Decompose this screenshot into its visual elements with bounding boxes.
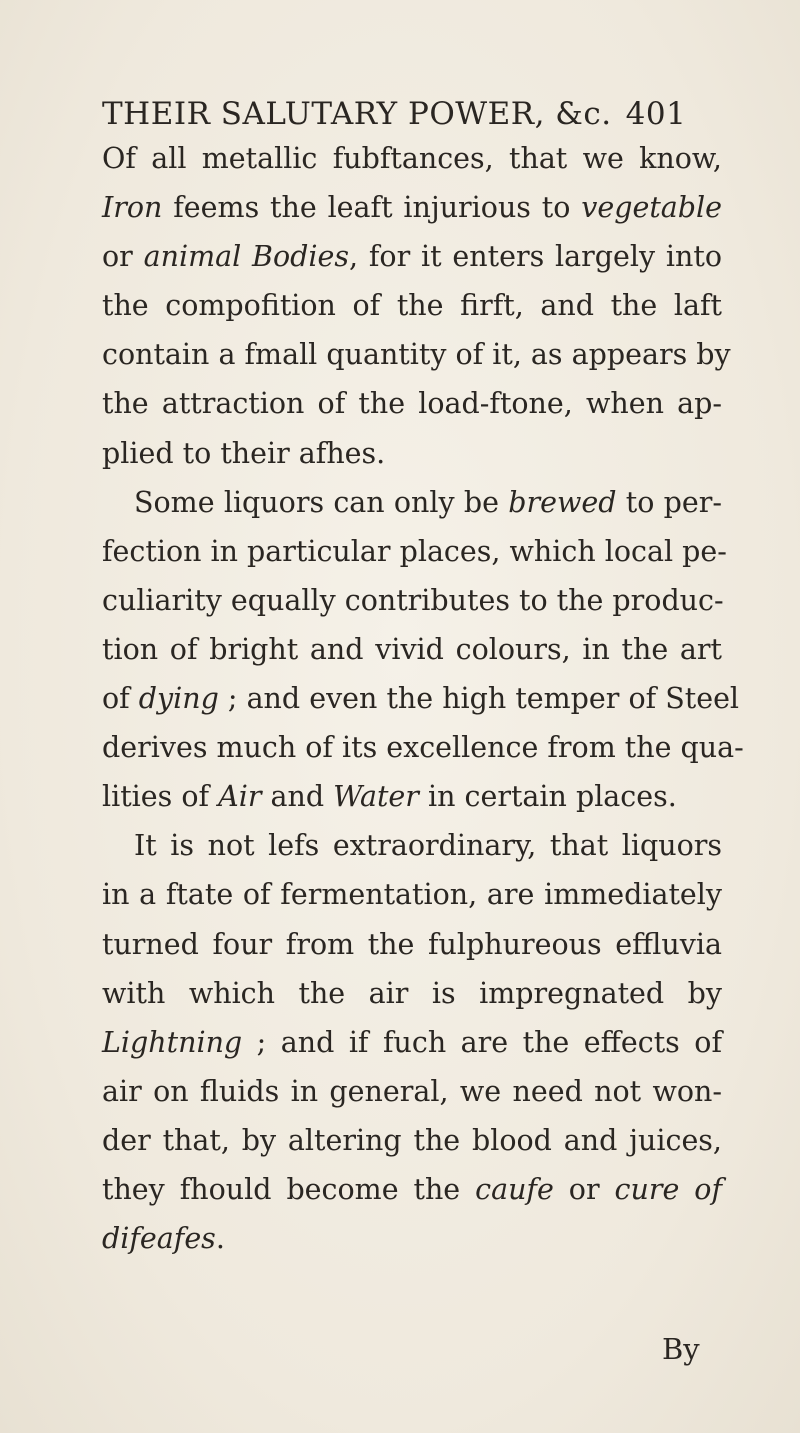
text-line: they fhould become the caufe or cure of <box>102 1172 722 1206</box>
text-line: Lightning ; and if fuch are the effects of <box>102 1025 722 1059</box>
text-line: der that, by altering the blood and juices, <box>102 1123 722 1157</box>
italic-text: brewed <box>508 485 617 519</box>
page-number: 401 <box>625 96 687 132</box>
italic-text: dying <box>138 682 219 716</box>
text-line: the compofition of the firft, and the laft <box>102 289 722 323</box>
text-line: fection in particular places, which local pe- <box>102 534 727 568</box>
text-line: of dying ; and even the high temper of Steel <box>102 682 740 716</box>
italic-text: Water <box>333 780 419 814</box>
catchword: By <box>662 1332 700 1366</box>
body-text <box>102 134 744 1263</box>
page-header <box>102 96 742 132</box>
text-line: in a ftate of fermentation, are immediately <box>102 878 722 912</box>
text-line: plied to their afhes. <box>102 436 386 470</box>
text-line: It is not lefs extraordinary, that liquors <box>134 829 722 863</box>
text-line: Iron feems the leaft injurious to vegetable <box>102 191 722 225</box>
text-line: with which the air is impregnated by <box>102 976 722 1010</box>
text-line: lities of Air and Water in certain places. <box>102 780 677 814</box>
italic-text: Lightning <box>102 1025 243 1059</box>
italic-text: vegetable <box>581 191 722 225</box>
italic-text: animal Bodies <box>143 240 349 274</box>
text-line: difeafes. <box>102 1222 225 1256</box>
text-line: Some liquors can only be brewed to per- <box>134 485 722 519</box>
text-line: the attraction of the load-ftone, when ap- <box>102 387 722 421</box>
text-line: culiarity equally contributes to the produc- <box>102 583 724 617</box>
text-line: contain a fmall quantity of it, as appears by <box>102 338 731 372</box>
text-line: air on fluids in general, we need not won- <box>102 1074 722 1108</box>
italic-text: caufe <box>475 1172 554 1206</box>
text-line: or animal Bodies, for it enters largely into <box>102 240 722 274</box>
text-line: Of all metallic fubftances, that we know, <box>102 142 722 175</box>
text-line: turned four from the fulphureous effluvia <box>102 927 722 961</box>
italic-text: Air <box>218 780 262 814</box>
text-line: tion of bright and vivid colours, in the art <box>102 632 722 666</box>
italic-text: cure of <box>614 1172 722 1206</box>
text-line: derives much of its excellence from the qua- <box>102 731 744 765</box>
italic-text: difeafes <box>102 1222 216 1256</box>
running-title: THEIR SALUTARY POWER, &c. <box>102 96 612 132</box>
italic-text: Iron <box>102 191 163 225</box>
